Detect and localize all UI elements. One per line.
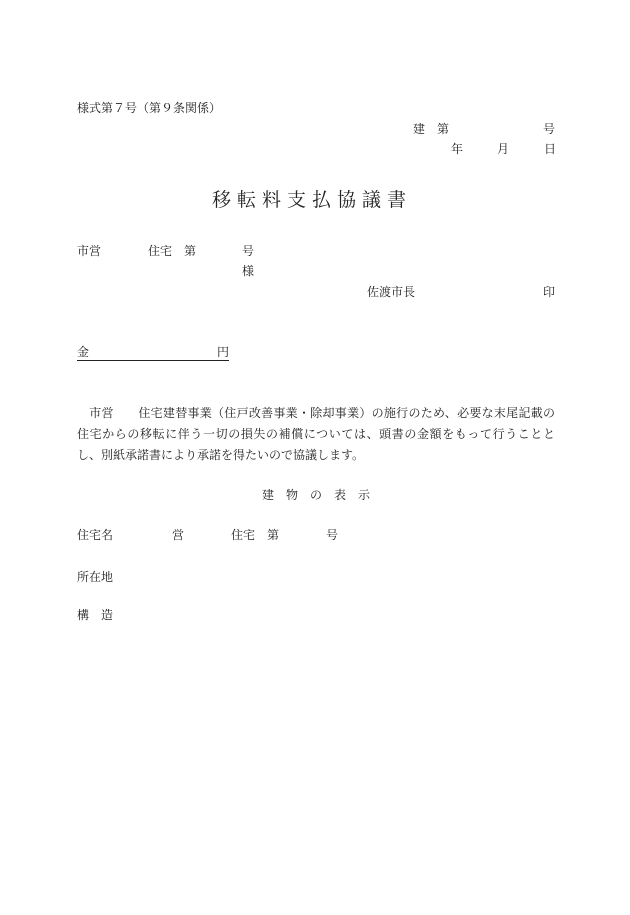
amount-prefix: 金 bbox=[77, 345, 90, 359]
building-heading: 建 物 の 表 示 bbox=[262, 488, 371, 502]
issuer-name: 佐渡市長 bbox=[367, 285, 416, 299]
doc-number-suffix: 号 bbox=[543, 122, 556, 136]
body-paragraph: 市営 住宅建替事業（住戸改善事業・除却事業）の施行のため、必要な末尾記載の住宅からの移転に伴う一切の損失の補償については、頭書の金額をもって行うこととし、別紙承諾書により承諾を得たいので協議します。 bbox=[77, 406, 555, 462]
document-title: 移転料支払協議書 bbox=[212, 189, 413, 211]
building-number-suffix: 号 bbox=[326, 528, 339, 542]
building-name-label: 住宅名 bbox=[77, 528, 114, 542]
doc-number-prefix: 建 第 bbox=[413, 122, 450, 136]
date-month: 月 bbox=[497, 142, 510, 156]
location-label: 所在地 bbox=[77, 570, 114, 584]
building-housing-number: 住宅 第 bbox=[231, 528, 280, 542]
addressee-city-housing: 市営 bbox=[77, 244, 102, 258]
building-ei: 営 bbox=[172, 528, 185, 542]
addressee-honorific: 様 bbox=[242, 264, 255, 278]
structure-label: 構 造 bbox=[77, 608, 114, 622]
date-day: 日 bbox=[544, 142, 557, 156]
issuer-seal: 印 bbox=[543, 285, 556, 299]
addressee-housing-number: 住宅 第 bbox=[148, 244, 197, 258]
amount-suffix: 円 bbox=[216, 345, 229, 359]
amount-line bbox=[77, 345, 229, 361]
form-number: 様式第７号（第９条関係） bbox=[77, 101, 222, 115]
date-year: 年 bbox=[451, 142, 464, 156]
addressee-number-suffix: 号 bbox=[242, 244, 255, 258]
